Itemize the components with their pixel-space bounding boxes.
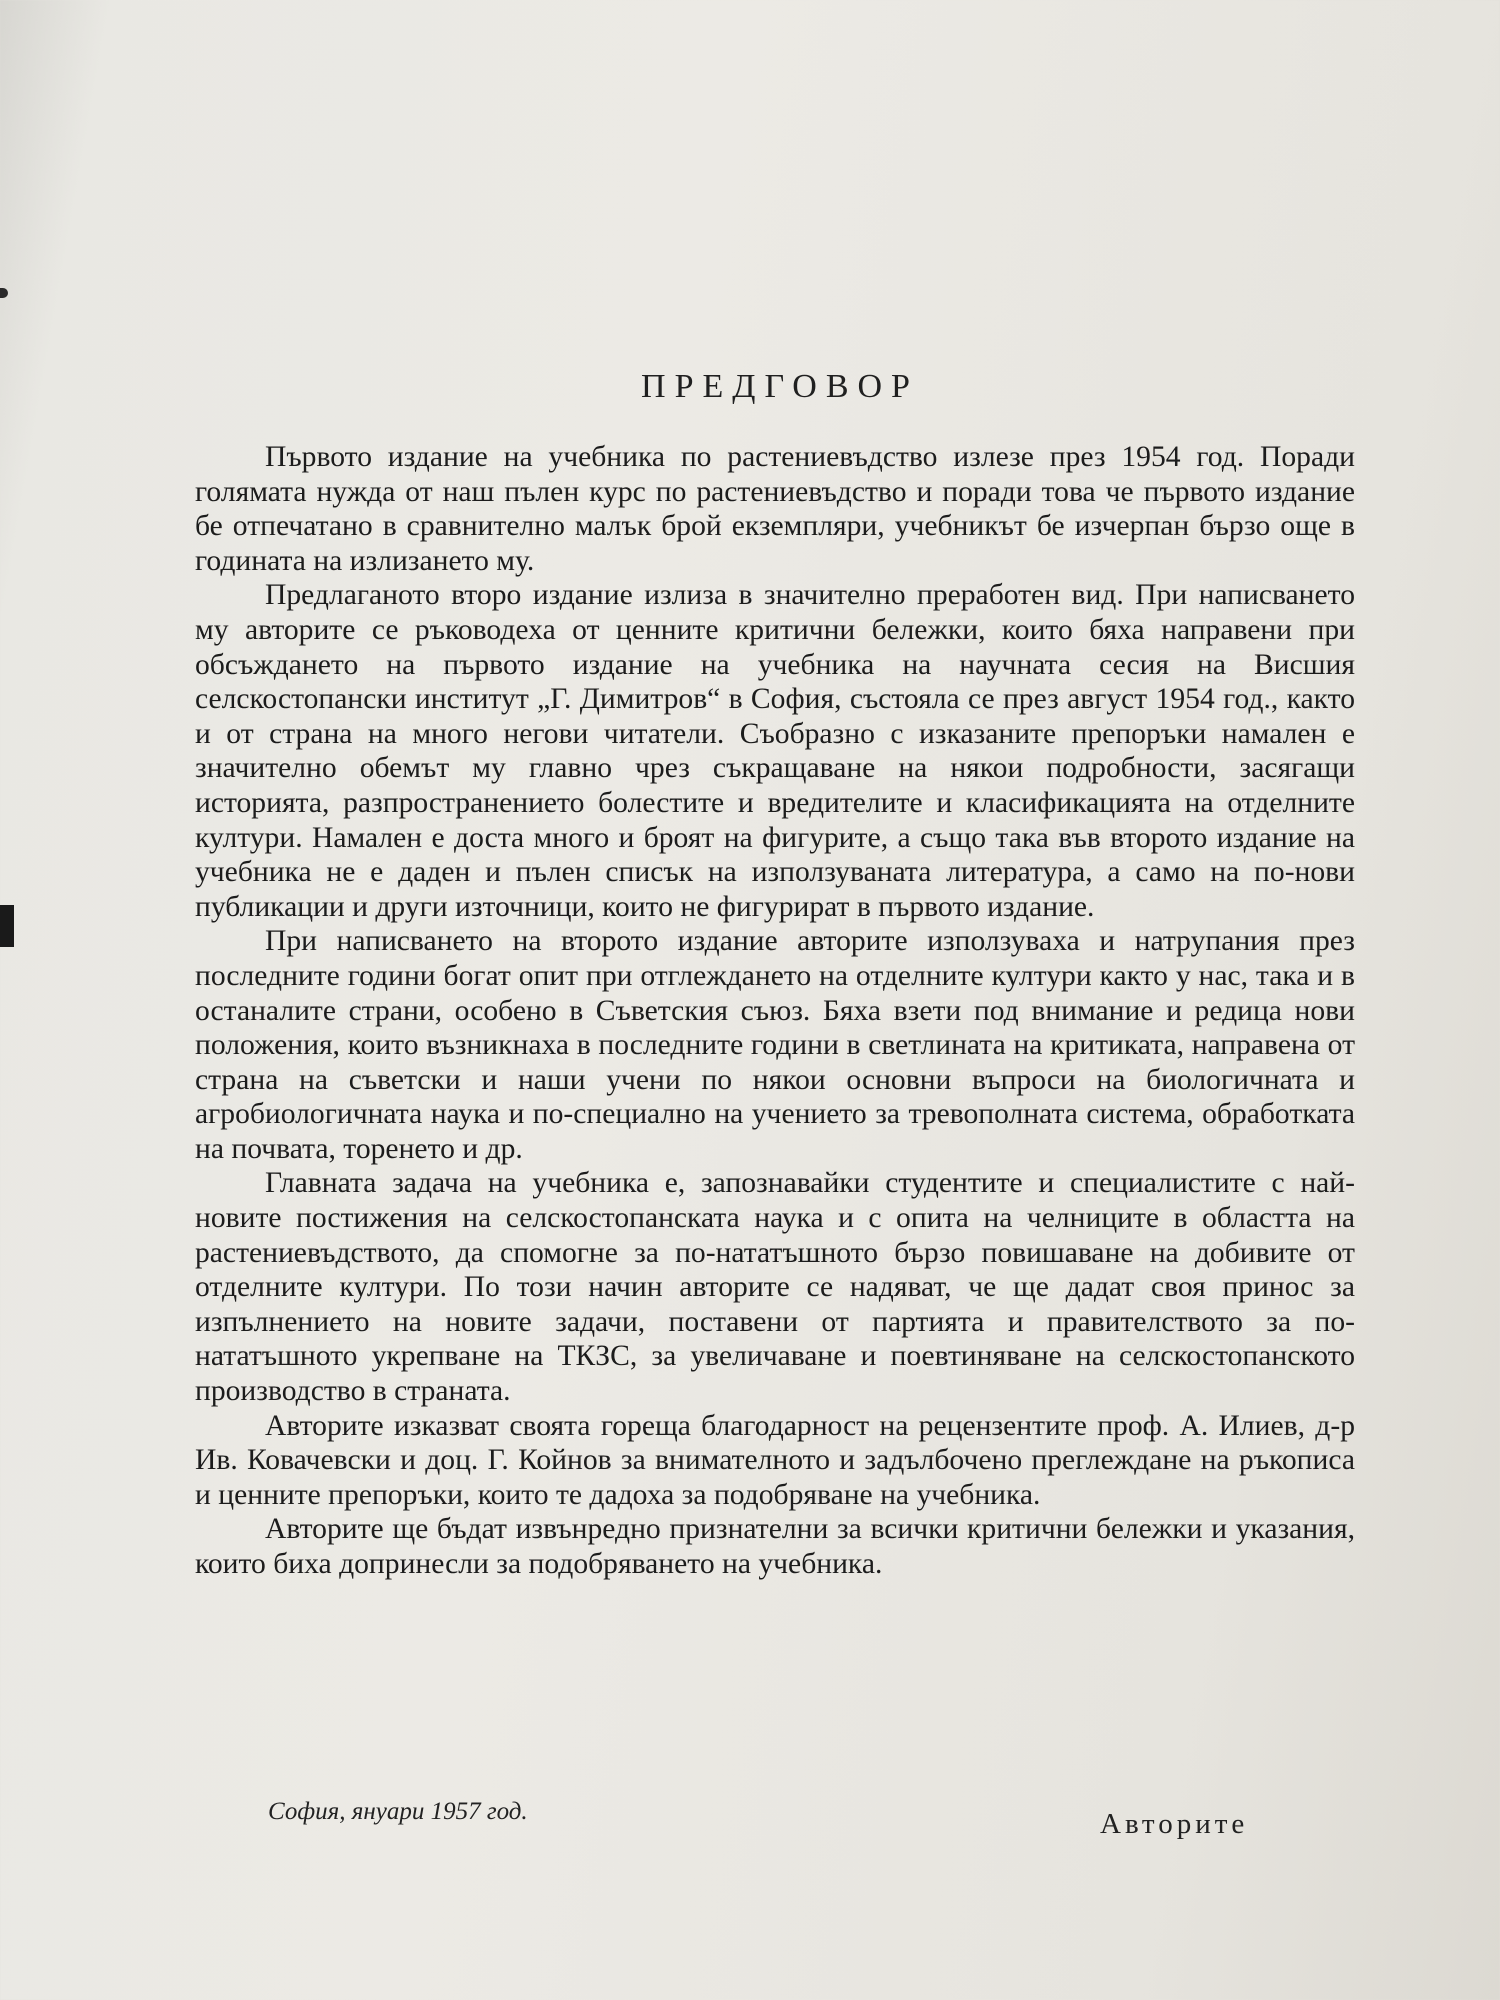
page-edge-mark (0, 905, 14, 947)
paragraph: Предлаганото второ издание излиза в значително преработен вид. При написването му авторите се ръководеха от ценните критични бележки, които бяха направени при обсъждането на първото издание на учебника на научната сесия на Висшия селскостопански институт „Г. Димитров“ в София, състояла се през август 1954 год., както и от страна на много негови читатели. Съобразно с изказаните препоръки намален е значително обемът му главно чрез съкращаване на някои подробности, засягащи историята, разпространението болестите и вредителите и класификацията на отделните култури. Намален е доста много и броят на фигурите, а също така във второто издание на учебника не е даден и пълен списък на използуваната литература, а само на по-нови публикации и други източници, които не фигурират в първото издание. (195, 579, 1355, 923)
place-date: София, януари 1957 год. (268, 1798, 528, 1825)
paragraph: Авторите изказват своята гореща благодарност на рецензентите проф. А. Илиев, д-р Ив. Ковачевски и доц. Г. Койнов за внимателното и задълбочено преглеждане на ръкописа и ценните препоръки, които те дадоха за подобряване на учебника. (195, 1409, 1355, 1511)
page-title: ПРЕДГОВОР (641, 368, 919, 405)
page-edge-mark (0, 288, 8, 298)
paragraph: Главната задача на учебника е, запознавайки студентите и специалистите с най-новите постижения на селскостопанската наука и с опита на челниците в областта на растениевъдството, да спомогне за по-нататъшното бързо повишаване на добивите от отделните култури. По този начин авторите се надяват, че ще дадат своя принос за изпълнението на новите задачи, поставени от партията и правителството за по-нататъшното укрепване на ТКЗС, за увеличаване и поевтиняване на селскостопанското производство в страната. (195, 1167, 1355, 1408)
preface-body (195, 440, 1355, 1582)
paragraph: Авторите ще бъдат извънредно признателни за всички критични бележки и указания, които биха допринесли за подобряването на учебника. (195, 1513, 1355, 1580)
signature: Авторите (1100, 1808, 1249, 1840)
paragraph: Първото издание на учебника по растениевъдство излезе през 1954 год. Поради голямата нужда от наш пълен курс по растениевъдство и поради това че първото издание бе отпечатано в сравнително малък брой екземпляри, учебникът бе изчерпан бързо още в годината на излизането му. (195, 441, 1355, 577)
paragraph: При написването на второто издание авторите използуваха и натрупания през последните години богат опит при отглеждането на отделните култури както у нас, така и в останалите страни, особено в Съветския съюз. Бяха взети под внимание и редица нови положения, които възникнаха в последните години в светлината на критиката, направена от страна на съветски и наши учени по някои основни въпроси на биологичната и агробиологичната наука и по-специално на учението за тревополната система, обработката на почвата, торенето и др. (195, 925, 1355, 1165)
